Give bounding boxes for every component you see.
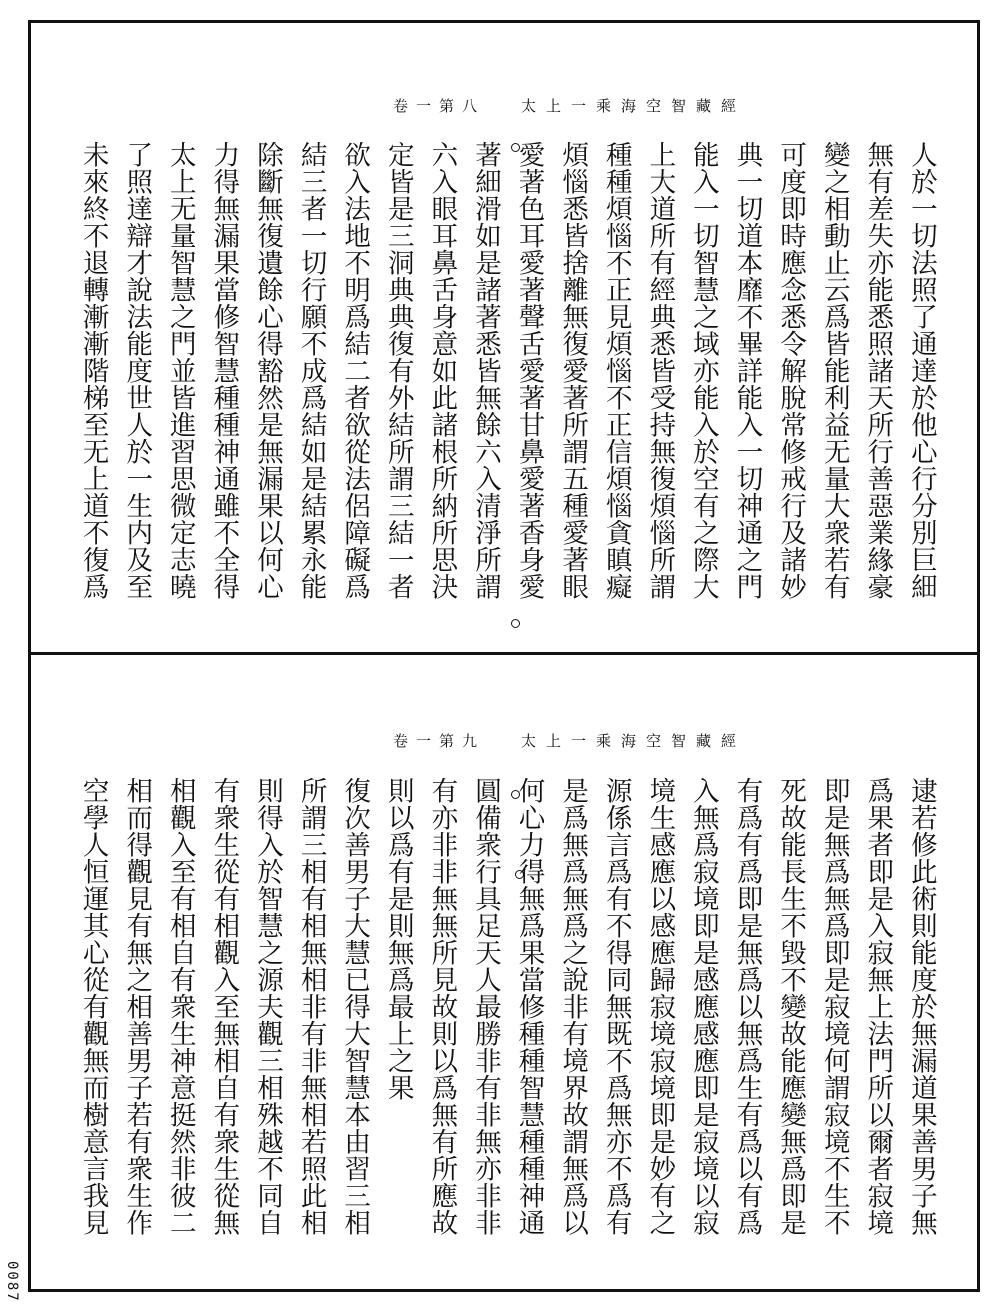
punctuation-circle-mark (511, 619, 520, 628)
text-column: 人於一切法照了通達於他心行分別巨細 (905, 141, 937, 600)
text-column: 死故能長生不毀不變故能應變無爲即是 (775, 777, 807, 1236)
text-column: 有亦非非無無所見故則以爲無有所應故 (426, 777, 458, 1236)
text-column: 所謂三相有相無相非有非無相若照此相 (295, 777, 327, 1236)
text-column: 爲果者即是入寂無上法門所以爾者寂境 (862, 777, 894, 1236)
top-header-title: 太上一乘海空智藏經 (521, 97, 747, 115)
text-column: 結三者一切行願不成爲結如是結累永能 (295, 141, 327, 600)
punctuation-circle-mark (511, 790, 520, 799)
text-column: 欲入法地不明爲結二者欲從法侶障礙爲 (339, 141, 371, 600)
text-column: 無有差失亦能悉照諸天所行善惡業緣豪 (862, 141, 894, 600)
text-column: 煩惱悉皆捨離無復愛著所謂五種愛著眼 (557, 141, 589, 600)
top-header (31, 95, 977, 117)
bottom-header (31, 730, 977, 752)
bottom-header-volume: 卷一第九 (393, 732, 486, 750)
text-column: 能入一切智慧之域亦能入於空有之際大 (687, 141, 719, 600)
text-column: 相而得觀見有無之相善男子若有衆生作 (121, 777, 153, 1236)
text-column: 源係言爲有不得同無既不爲無亦不爲有 (600, 777, 632, 1236)
top-panel (31, 23, 977, 655)
text-column: 定皆是三洞典典復有外結所謂三結一者 (382, 141, 414, 600)
text-column: 著細滑如是諸著悉皆無餘六入清淨所謂 (469, 141, 501, 600)
text-column: 境生感應以感應歸寂境寂境即是妙有之 (644, 777, 676, 1236)
page-frame (28, 20, 980, 1292)
text-column: 典一切道本靡不畢詳能入一切神通之門 (731, 141, 763, 600)
text-column: 太上无量智慧之門並皆進習思微定志曉 (164, 141, 196, 600)
top-text-columns (71, 141, 943, 631)
text-column: 則以爲有是則無爲最上之果 (382, 777, 414, 1101)
text-column: 種種煩惱不正見煩惱不正信煩惱貪瞋癡 (600, 141, 632, 600)
top-header-volume: 卷一第八 (393, 97, 486, 115)
text-column: 六入眼耳鼻舌身意如此諸根所納所思決 (426, 141, 458, 600)
text-column: 變之相動止云爲皆能利益无量大衆若有 (818, 141, 850, 600)
punctuation-circle-mark (511, 143, 520, 152)
text-column: 即是無爲無爲即是寂境何謂寂境不生不 (818, 777, 850, 1236)
text-column: 是爲無爲無爲之說非有境界故謂無爲以 (557, 777, 589, 1236)
text-column: 未來終不退轉漸漸階梯至无上道不復爲 (77, 141, 109, 600)
text-column: 上大道所有經典悉皆受持無復煩惱所謂 (644, 141, 676, 600)
text-column: 除斷無復遺餘心得豁然是無漏果以何心 (251, 141, 283, 600)
text-column: 復次善男子大慧已得大智慧本由習三相 (339, 777, 371, 1236)
punctuation-circle-mark (515, 870, 524, 879)
bottom-header-title: 太上一乘海空智藏經 (521, 732, 747, 750)
text-column: 圓備衆行具足天人最勝非有非無亦非非 (469, 777, 501, 1236)
text-column: 空學人恒運其心從有觀無而樹意言我見 (77, 777, 109, 1236)
text-column: 有衆生從有相觀入至無相自有衆生從無 (208, 777, 240, 1236)
text-column: 相觀入至有相自有衆生神意挺然非彼二 (164, 777, 196, 1236)
text-column: 力得無漏果當修智慧種種神通雖不全得 (208, 141, 240, 600)
text-column: 有爲有爲即是無爲以無爲生有爲以有爲 (731, 777, 763, 1236)
page-number: 0087 (4, 1261, 20, 1303)
text-column: 則得入於智慧之源夫觀三相殊越不同自 (251, 777, 283, 1236)
text-column: 可度即時應念悉令解脫常修戒行及諸妙 (775, 141, 807, 600)
bottom-panel (31, 655, 977, 1289)
text-column: 入無爲寂境即是感應感應即是寂境以寂 (687, 777, 719, 1236)
text-column: 了照達辯才說法能度世人於一生内及至 (121, 141, 153, 600)
text-column: 逮若修此術則能度於無漏道果善男子無 (905, 777, 937, 1236)
text-column: 愛著色耳愛著聲舌愛著甘鼻愛著香身愛 (513, 141, 545, 600)
bottom-text-columns (71, 777, 943, 1267)
text-column: 何心力得無爲果當修種種智慧種種神通 (513, 777, 545, 1236)
